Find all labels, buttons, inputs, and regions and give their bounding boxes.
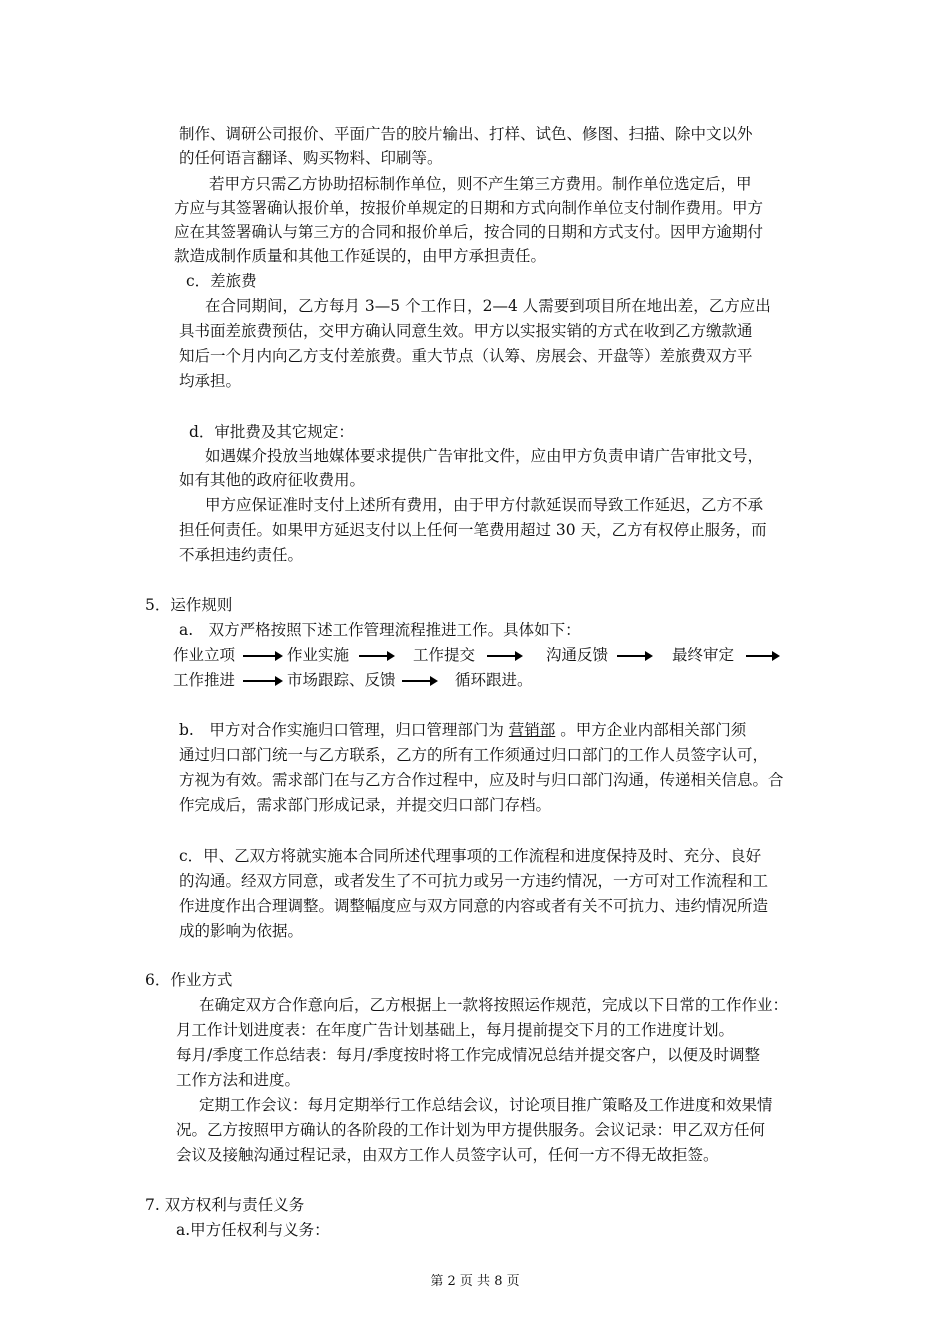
paragraph-line: 会议及接触沟通过程记录，由双方工作人员签字认可，任何一方不得无故拒签。 xyxy=(176,1146,719,1164)
paragraph-line: 如遇媒介投放当地媒体要求提供广告审批文件，应由甲方负责申请广告审批文号， xyxy=(205,447,764,465)
page-footer: 第 2 页 共 8 页 xyxy=(430,1274,520,1289)
paragraph-line: 况。乙方按照甲方确认的各阶段的工作计划为甲方提供服务。会议记录：甲乙双方任何 xyxy=(176,1121,766,1139)
paragraph-line: 的沟通。经双方同意，或者发生了不可抗力或另一方违约情况，一方可对工作流程和工 xyxy=(179,872,769,890)
paragraph-line: 担任何责任。如果甲方延迟支付以上任何一笔费用超过 30 天，乙方有权停止服务，而 xyxy=(179,521,767,539)
paragraph-line: 制作、调研公司报价、平面广告的胶片输出、打样、试色、修图、扫描、除中文以外 xyxy=(179,125,753,143)
paragraph-line: 甲方应保证准时支付上述所有费用，由于甲方付款延误而导致工作延迟，乙方不承 xyxy=(205,496,764,514)
paragraph-line: 若甲方只需乙方协助招标制作单位，则不产生第三方费用。制作单位选定后，甲 xyxy=(209,175,752,193)
flow-step: 循环跟进。 xyxy=(455,671,533,689)
arrow-right-icon xyxy=(487,655,521,657)
paragraph-line: 在合同期间，乙方每月 3—5 个工作日，2—4 人需要到项目所在地出差，乙方应出 xyxy=(205,297,771,315)
arrow-right-icon xyxy=(359,655,393,657)
flow-step: 作业实施 xyxy=(287,646,350,664)
paragraph-line: 成的影响为依据。 xyxy=(179,922,304,940)
arrow-right-icon xyxy=(617,655,651,657)
section-5-heading: 5．运作规则 xyxy=(145,596,233,614)
paragraph-line: 方视为有效。需求部门在与乙方合作过程中，应及时与归口部门沟通，传递相关信息。合 xyxy=(179,771,784,789)
arrow-right-icon xyxy=(243,680,281,682)
flow-step: 工作推进 xyxy=(173,671,236,689)
paragraph-line: 每月/季度工作总结表：每月/季度按时将工作完成情况总结并提交客户，以便及时调整 xyxy=(176,1046,760,1064)
flow-step: 工作提交 xyxy=(413,646,476,664)
paragraph-line: 作完成后，需求部门形成记录，并提交归口部门存档。 xyxy=(179,796,552,814)
paragraph-line: 月工作计划进度表：在年度广告计划基础上，每月提前提交下月的工作进度计划。 xyxy=(176,1021,735,1039)
paragraph-line: 定期工作会议：每月定期举行工作总结会议，讨论项目推广策略及工作进度和效果情 xyxy=(199,1096,773,1114)
paragraph-line: 知后一个月内向乙方支付差旅费。重大节点（认筹、房展会、开盘等）差旅费双方平 xyxy=(179,347,753,365)
subheading-d: d．审批费及其它规定： xyxy=(189,423,354,441)
arrow-right-icon xyxy=(402,680,436,682)
paragraph-line: 作进度作出合理调整。调整幅度应与双方同意的内容或者有关不可抗力、违约情况所造 xyxy=(179,897,769,915)
subheading-c: c．差旅费 xyxy=(186,272,257,290)
section-5-a-text: a. 双方严格按照下述工作管理流程推进工作。具体如下： xyxy=(179,621,581,639)
paragraph-line: 如有其他的政府征收费用。 xyxy=(179,471,366,489)
flow-step: 作业立项 xyxy=(173,646,236,664)
paragraph-line: 工作方法和进度。 xyxy=(176,1071,301,1089)
arrow-right-icon xyxy=(746,655,778,657)
b-prefix: b. 甲方对合作实施归口管理，归口管理部门为 xyxy=(179,721,509,739)
paragraph-line: 应在其签署确认与第三方的合同和报价单后，按合同的日期和方式支付。因甲方逾期付 xyxy=(174,223,764,241)
flow-step: 沟通反馈 xyxy=(546,646,609,664)
paragraph-line: 款造成制作质量和其他工作延误的，由甲方承担责任。 xyxy=(174,247,547,265)
paragraph-line: 方应与其签署确认报价单，按报价单规定的日期和方式向制作单位支付制作费用。甲方 xyxy=(174,199,764,217)
paragraph-line: c．甲、乙双方将就实施本合同所述代理事项的工作流程和进度保持及时、充分、良好 xyxy=(179,847,762,865)
paragraph-line: 具书面差旅费预估，交甲方确认同意生效。甲方以实报实销的方式在收到乙方缴款通 xyxy=(179,322,753,340)
b-suffix: 。甲方企业内部相关部门须 xyxy=(555,721,747,739)
flow-step: 市场跟踪、反馈 xyxy=(287,671,396,689)
paragraph-line: 均承担。 xyxy=(179,372,242,390)
paragraph-line: 通过归口部门统一与乙方联系，乙方的所有工作须通过归口部门的工作人员签字认可， xyxy=(179,746,769,764)
department-name: 营销部 xyxy=(508,721,556,739)
paragraph-line: 不承担违约责任。 xyxy=(179,546,304,564)
arrow-right-icon xyxy=(243,655,281,657)
section-7-heading: 7. 双方权利与责任义务 xyxy=(145,1196,305,1214)
paragraph-line: 在确定双方合作意向后，乙方根据上一款将按照运作规范，完成以下日常的工作作业： xyxy=(199,996,789,1014)
flow-step: 最终审定 xyxy=(672,646,735,664)
section-5-b-line xyxy=(179,718,746,742)
section-6-heading: 6．作业方式 xyxy=(145,971,233,989)
section-7-a-heading: a.甲方任权利与义务： xyxy=(176,1221,330,1239)
paragraph-line: 的任何语言翻译、购买物料、印刷等。 xyxy=(179,149,443,167)
